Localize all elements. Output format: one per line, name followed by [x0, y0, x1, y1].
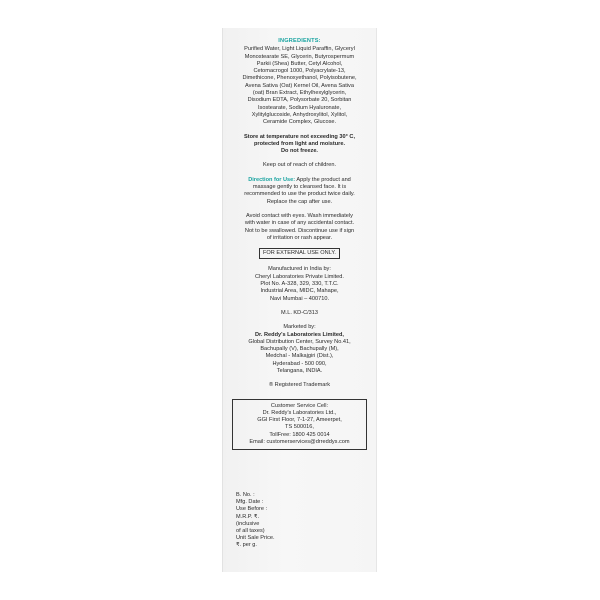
- manufacturer-line: Navi Mumbai – 400710.: [269, 295, 330, 302]
- directions-for-use: [232, 177, 367, 206]
- ingredients-line: Monostearate SE, Glycerin, Butyrospermum: [244, 53, 355, 60]
- directions-line: massage gently to cleansed face. It is: [252, 184, 347, 191]
- batch-line: (inclusive: [236, 520, 260, 527]
- manufacturer-line: Manufactured in India by:: [268, 266, 331, 273]
- label-content: [232, 38, 367, 450]
- marketer-line: Global Distribution Center, Survey No.41,: [248, 338, 351, 345]
- customer-service-line: Dr. Reddy's Laboratories Ltd.,: [262, 409, 337, 416]
- license-number: M.L. KD-C/313: [281, 309, 318, 316]
- storage-line: protected from light and moisture.: [253, 140, 346, 147]
- customer-service-line: GGI First Floor, 7-1-27, Ameerpet,: [257, 417, 342, 424]
- batch-line: of all taxes): [236, 528, 265, 535]
- ingredients-line: Avena Sativa (Oat) Kernel Oil, Avena Sativa: [245, 82, 354, 89]
- ingredients-line: Disodium EDTA, Polysorbate 20, Sorbitan: [247, 97, 352, 104]
- ingredients-line: (oat) Bran Extract, Ethylhexylglycerin,: [252, 90, 347, 97]
- marketer-line: Hyderabad - 500 090,: [272, 360, 327, 367]
- marketer-name: Dr. Reddy's Laboratories Limited,: [255, 331, 344, 338]
- batch-line: Mfg. Date :: [236, 499, 264, 506]
- batch-line: Unit Sale Price.: [236, 535, 275, 542]
- marketer-intro: Marketed by:: [283, 324, 316, 331]
- batch-line: M.R.P. ₹.: [236, 513, 260, 520]
- batch-info: [236, 492, 356, 550]
- directions-first-line: [232, 177, 367, 184]
- storage-instructions: [232, 134, 367, 156]
- marketer-line: Telangana, INDIA.: [276, 367, 323, 374]
- ingredients-line: Ceramide Complex, Glucose.: [262, 119, 337, 126]
- caution-line: with water in case of any accidental contact.: [244, 220, 355, 227]
- storage-line: Store at temperature not exceeding 30° C,: [243, 133, 356, 140]
- caution-text: [232, 213, 367, 242]
- manufacturer-line: Cheryl Laboratories Private Limited.: [255, 273, 344, 280]
- caution-line: of irritation or rash appear.: [266, 234, 333, 241]
- ingredients-line: Cetomacrogol 1000, Polyacrylate-13,: [253, 68, 346, 75]
- customer-service-line: TS 500016,: [285, 424, 314, 431]
- external-use-box: FOR EXTERNAL USE ONLY.: [259, 248, 340, 259]
- batch-line: B. No. :: [236, 492, 255, 498]
- ingredients-line: Isostearate, Sodium Hyaluronate,: [257, 104, 342, 111]
- ingredients-line: Xylitylglucoside, Anhydroxylitol, Xylitol,: [251, 111, 348, 118]
- directions-text: Apply the product and: [295, 176, 351, 183]
- marketer-info: [232, 324, 367, 375]
- ingredients-heading: INGREDIENTS:: [278, 38, 321, 44]
- customer-service-line: Customer Service Cell:: [270, 402, 329, 409]
- batch-line: Use Before :: [236, 506, 268, 513]
- directions-label: Direction for Use:: [248, 176, 296, 183]
- ingredients-line: Dimethicone, Phenoxyethanol, Polyisobutene,: [242, 75, 357, 82]
- caution-line: Avoid contact with eyes. Wash immediately: [246, 212, 353, 219]
- registered-trademark: ® Registered Trademark: [268, 382, 330, 389]
- batch-line: ₹. per g.: [236, 542, 257, 549]
- ingredients-line: Purified Water, Light Liquid Paraffin, Glyceryl: [244, 46, 355, 53]
- children-warning: Keep out of reach of children.: [262, 162, 337, 169]
- storage-line: Do not freeze.: [281, 148, 318, 155]
- manufacturer-line: Plot No. A-328, 329, 330, T.T.C.: [260, 281, 339, 288]
- directions-line: Replace the cap after use.: [266, 198, 333, 205]
- customer-service-email: Email: customerservices@drreddys.com: [249, 439, 350, 446]
- manufacturer-line: Industrial Area, MIDC, Mahape,: [260, 288, 339, 295]
- customer-service-tollfree: TollFree: 1800 425 0014: [269, 431, 330, 438]
- marketer-line: Bachupally (V), Bachupally (M),: [260, 346, 339, 353]
- ingredients-line: Parkii (Shea) Butter, Cetyl Alcohol,: [256, 60, 343, 67]
- manufacturer-info: [232, 266, 367, 302]
- marketer-line: Medchal - Malkajgiri (Dist.),: [265, 353, 334, 360]
- ingredients-list: [232, 46, 367, 126]
- directions-line: recommended to use the product twice daily.: [244, 191, 355, 198]
- caution-line: Not to be swallowed. Discontinue use if sign: [244, 227, 355, 234]
- customer-service-box: [232, 399, 367, 451]
